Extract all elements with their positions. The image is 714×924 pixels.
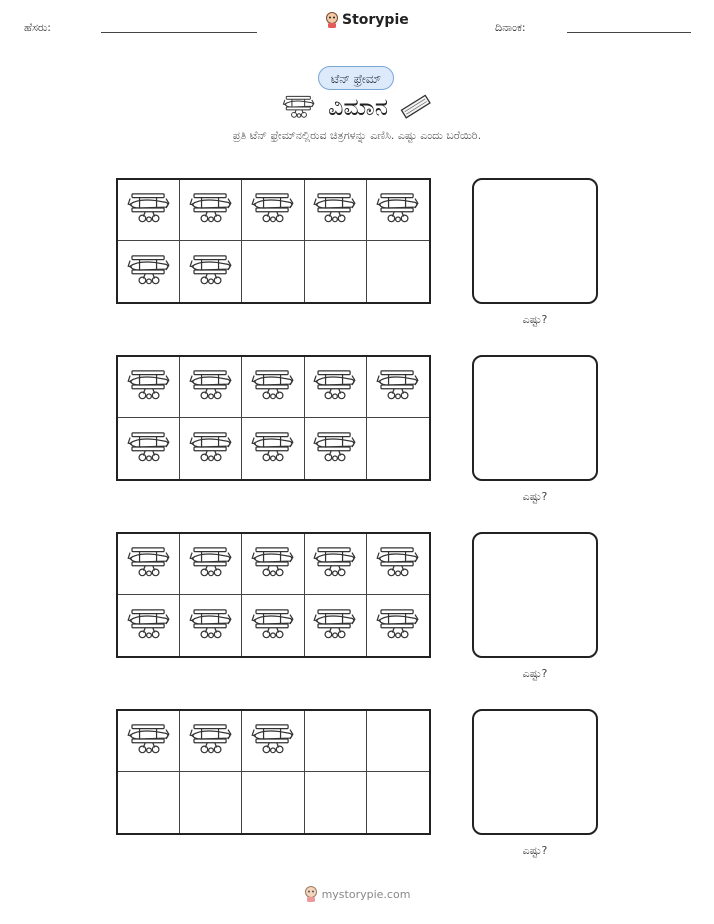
answer-box[interactable] [472,355,598,481]
title-row [0,93,714,121]
worksheet-title: ವಿಮಾನ [327,93,389,121]
frame-cell [180,711,242,772]
biplane-icon [312,368,358,406]
biplane-icon [188,545,234,583]
biplane-icon [312,545,358,583]
biplane-icon [126,368,172,406]
ten-frame [116,709,431,835]
frame-cell [118,180,180,241]
biplane-icon [188,607,234,645]
answer-prompt: ಎಷ್ಟು? [522,313,548,326]
biplane-icon [375,545,421,583]
frame-cell [118,772,180,833]
frame-cell [180,180,242,241]
brand-name: Storypie [342,12,409,28]
biplane-icon [250,607,296,645]
biplane-icon [250,545,296,583]
biplane-icon [188,191,234,229]
frame-cell [118,241,180,302]
biplane-icon [250,191,296,229]
biplane-icon [126,545,172,583]
frame-cell [118,595,180,656]
answer-prompt: ಎಷ್ಟು? [522,667,548,680]
frame-cell [305,241,367,302]
frame-cell [367,418,429,479]
frame-cell [242,711,304,772]
date-label: ದಿನಾಂಕ: [495,21,526,34]
biplane-icon [126,191,172,229]
biplane-icon [375,607,421,645]
biplane-icon [188,722,234,760]
biplane-icon [312,191,358,229]
biplane-icon [126,607,172,645]
name-line[interactable] [101,32,257,33]
frame-cell [367,595,429,656]
biplane-icon [312,607,358,645]
biplane-icon [126,430,172,468]
biplane-icon [188,430,234,468]
brand-logo [325,12,409,28]
biplane-icon [312,430,358,468]
frame-cell [367,357,429,418]
frame-cell [367,180,429,241]
frame-cell [242,772,304,833]
answer-prompt: ಎಷ್ಟು? [522,844,548,857]
frame-cell [242,595,304,656]
frame-cell [367,772,429,833]
biplane-icon [250,368,296,406]
frame-cell [180,772,242,833]
frame-cell [180,418,242,479]
frame-cell [305,357,367,418]
biplane-icon [375,191,421,229]
frame-cell [242,357,304,418]
frame-cell [118,418,180,479]
ten-frame [116,355,431,481]
frame-cell [242,534,304,595]
answer-box[interactable] [472,178,598,304]
date-line[interactable] [567,32,691,33]
frame-cell [118,534,180,595]
frame-cell [305,711,367,772]
frame-cell [305,534,367,595]
biplane-icon [188,253,234,291]
frame-cell [118,711,180,772]
ten-frame [116,532,431,658]
biplane-icon [375,368,421,406]
biplane-icon [250,722,296,760]
frame-cell [180,357,242,418]
answer-prompt: ಎಷ್ಟು? [522,490,548,503]
frame-cell [180,534,242,595]
frame-cell [305,418,367,479]
frame-cell [367,241,429,302]
frame-cell [305,772,367,833]
ten-frame [116,178,431,304]
ten-frame-badge: ಟೆನ್ ಫ್ರೇಮ್ [318,66,394,90]
frame-cell [242,180,304,241]
frame-cell [367,534,429,595]
frame-cell [118,357,180,418]
biplane-icon [282,94,316,120]
biplane-icon [126,253,172,291]
frame-cell [180,241,242,302]
frame-cell [242,418,304,479]
wood-plank-icon [400,94,432,120]
biplane-icon [188,368,234,406]
frame-cell [305,595,367,656]
answer-box[interactable] [472,532,598,658]
frame-cell [305,180,367,241]
frame-cell [367,711,429,772]
name-label: ಹೆಸರು: [24,21,51,34]
mascot-icon [325,12,339,28]
frame-cell [180,595,242,656]
biplane-icon [126,722,172,760]
answer-box[interactable] [472,709,598,835]
footer [0,886,714,902]
mascot-icon [304,886,318,902]
biplane-icon [250,430,296,468]
instruction-text: ಪ್ರತಿ ಟೆನ್ ಫ್ರೇಮ್‌ನಲ್ಲಿರುವ ಚಿತ್ರಗಳನ್ನು ಎಣಿಸಿ. ಎಷ್ಟು ಎಂದು ಬರೆಯಿರಿ. [232,129,482,142]
frame-cell [242,241,304,302]
footer-site: mystorypie.com [321,887,411,901]
